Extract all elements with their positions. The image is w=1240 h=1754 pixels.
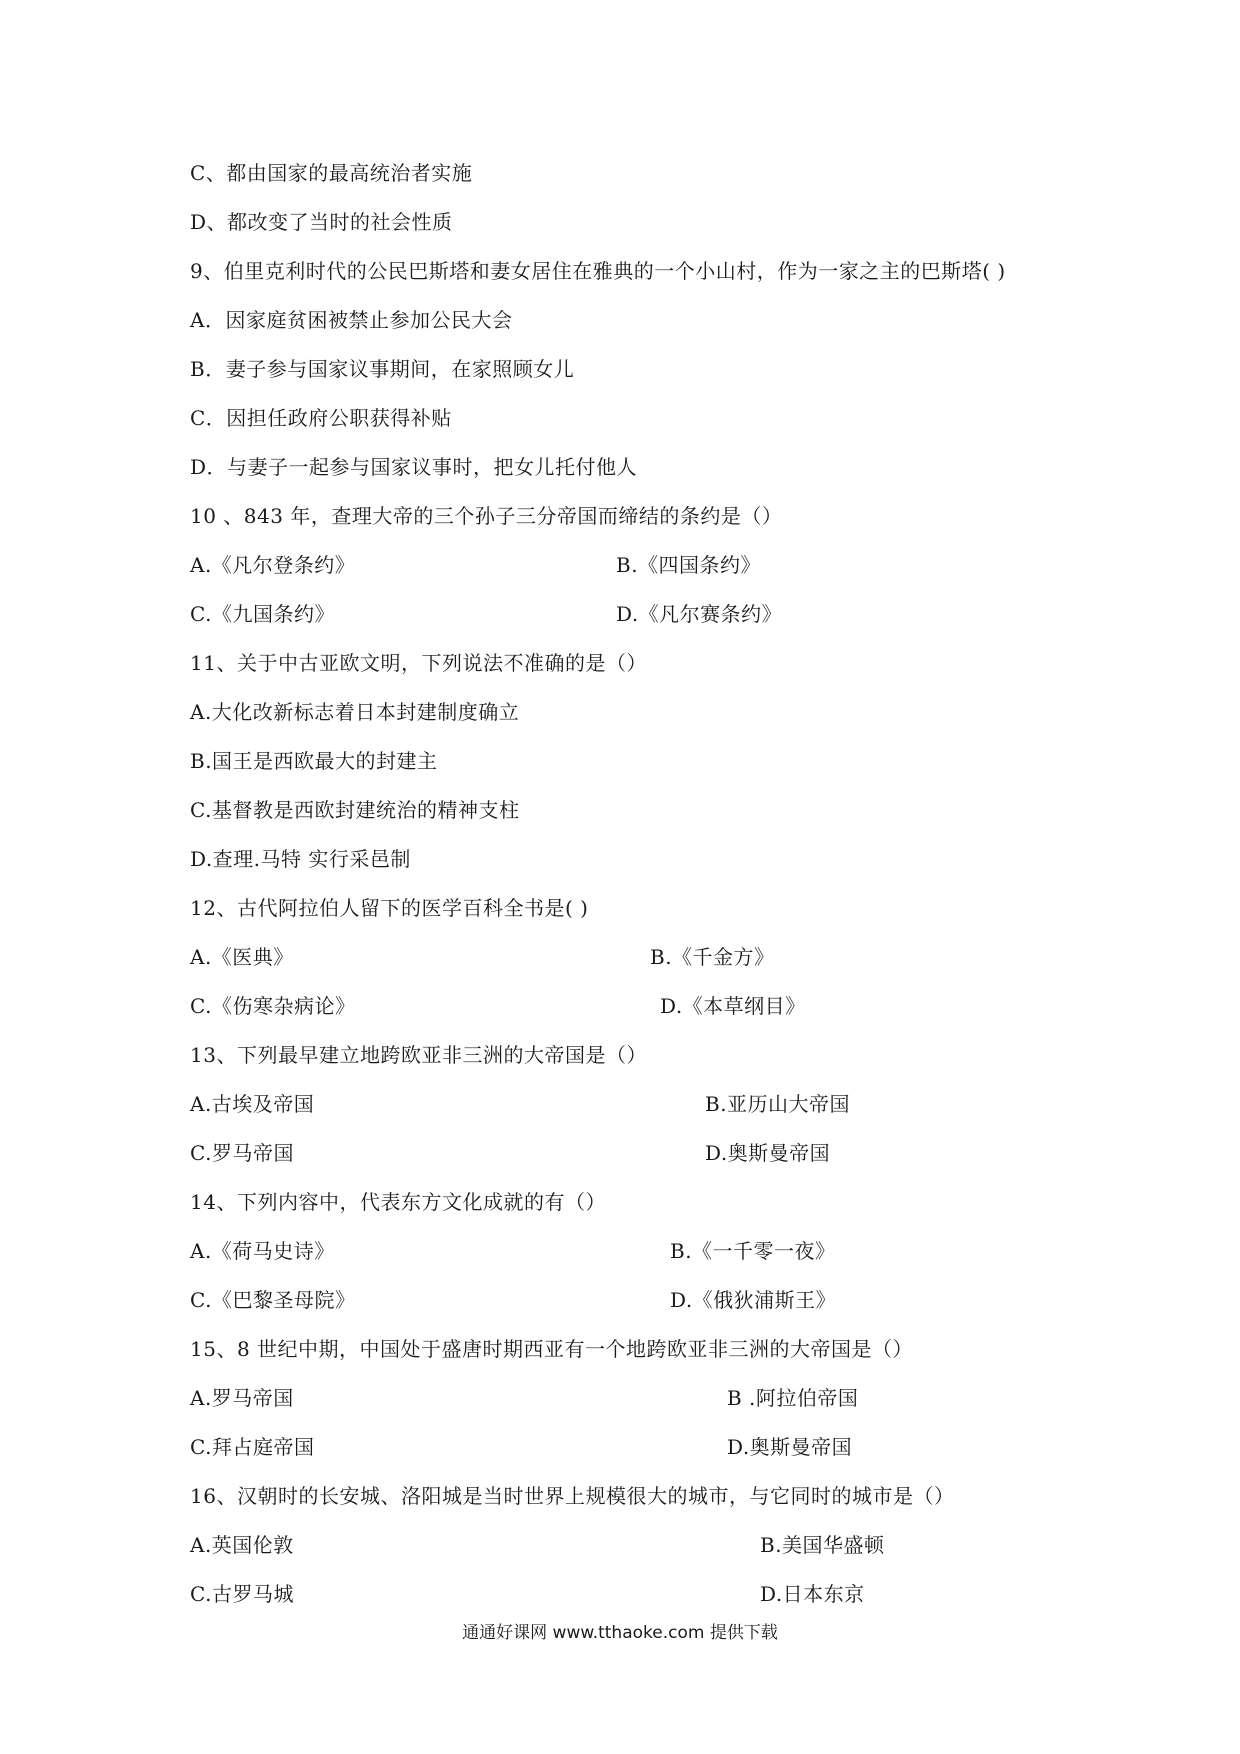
q13-option-a: A.古埃及帝国 — [190, 1092, 315, 1116]
q16-option-d: D.日本东京 — [760, 1582, 865, 1606]
q10-stem: 10 、843 年，查理大帝的三个孙子三分帝国而缔结的条约是（） — [190, 504, 783, 528]
q11-option-b: B.国王是西欧最大的封建主 — [190, 749, 438, 773]
q13-option-d: D.奥斯曼帝国 — [705, 1141, 831, 1165]
q11-option-a: A.大化改新标志着日本封建制度确立 — [190, 700, 520, 724]
q9-option-d: D．与妻子一起参与国家议事时，把女儿托付他人 — [190, 455, 638, 479]
q16-option-c: C.古罗马城 — [190, 1582, 294, 1606]
q12-stem: 12、古代阿拉伯人留下的医学百科全书是( ) — [190, 896, 589, 920]
q15-option-c: C.拜占庭帝国 — [190, 1435, 315, 1459]
q10-option-d: D.《凡尔赛条约》 — [616, 602, 783, 626]
q15-option-b: B .阿拉伯帝国 — [727, 1386, 859, 1410]
q14-option-c: C.《巴黎圣母院》 — [190, 1288, 356, 1312]
q8-option-c: C、都由国家的最高统治者实施 — [190, 161, 473, 185]
q9-option-b: B．妻子参与国家议事期间，在家照顾女儿 — [190, 357, 575, 381]
q12-option-c: C.《伤寒杂病论》 — [190, 994, 356, 1018]
q15-stem: 15、8 世纪中期，中国处于盛唐时期西亚有一个地跨欧亚非三洲的大帝国是（） — [190, 1337, 914, 1361]
q14-option-b: B.《一千零一夜》 — [670, 1239, 836, 1263]
q10-option-a: A.《凡尔登条约》 — [190, 553, 356, 577]
q12-option-b: B.《千金方》 — [650, 945, 775, 969]
q14-option-d: D.《俄狄浦斯王》 — [670, 1288, 837, 1312]
q11-stem: 11、关于中古亚欧文明，下列说法不准确的是（） — [190, 651, 647, 675]
q14-stem: 14、下列内容中，代表东方文化成就的有（） — [190, 1190, 606, 1214]
q15-option-a: A.罗马帝国 — [190, 1386, 294, 1410]
q10-option-b: B.《四国条约》 — [616, 553, 762, 577]
q11-option-c: C.基督教是西欧封建统治的精神支柱 — [190, 798, 520, 822]
q10-option-c: C.《九国条约》 — [190, 602, 335, 626]
q11-option-d: D.查理.马特 实行采邑制 — [190, 847, 411, 871]
q16-option-a: A.英国伦敦 — [190, 1533, 294, 1557]
q9-stem: 9、伯里克利时代的公民巴斯塔和妻女居住在雅典的一个小山村，作为一家之主的巴斯塔( ) — [190, 259, 1006, 283]
q13-option-b: B.亚历山大帝国 — [705, 1092, 851, 1116]
q13-option-c: C.罗马帝国 — [190, 1141, 294, 1165]
q16-option-b: B.美国华盛顿 — [760, 1533, 885, 1557]
q8-option-d: D、都改变了当时的社会性质 — [190, 210, 453, 234]
q9-option-a: A．因家庭贫困被禁止参加公民大会 — [190, 308, 513, 332]
q12-option-d: D.《本草纲目》 — [660, 994, 806, 1018]
q12-option-a: A.《医典》 — [190, 945, 294, 969]
q14-option-a: A.《荷马史诗》 — [190, 1239, 335, 1263]
q16-stem: 16、汉朝时的长安城、洛阳城是当时世界上规模很大的城市，与它同时的城市是（） — [190, 1484, 955, 1508]
footer-credit: 通通好课网 www.tthaoke.com 提供下载 — [462, 1623, 778, 1643]
q13-stem: 13、下列最早建立地跨欧亚非三洲的大帝国是（） — [190, 1043, 647, 1067]
q9-option-c: C．因担任政府公职获得补贴 — [190, 406, 452, 430]
q15-option-d: D.奥斯曼帝国 — [727, 1435, 853, 1459]
